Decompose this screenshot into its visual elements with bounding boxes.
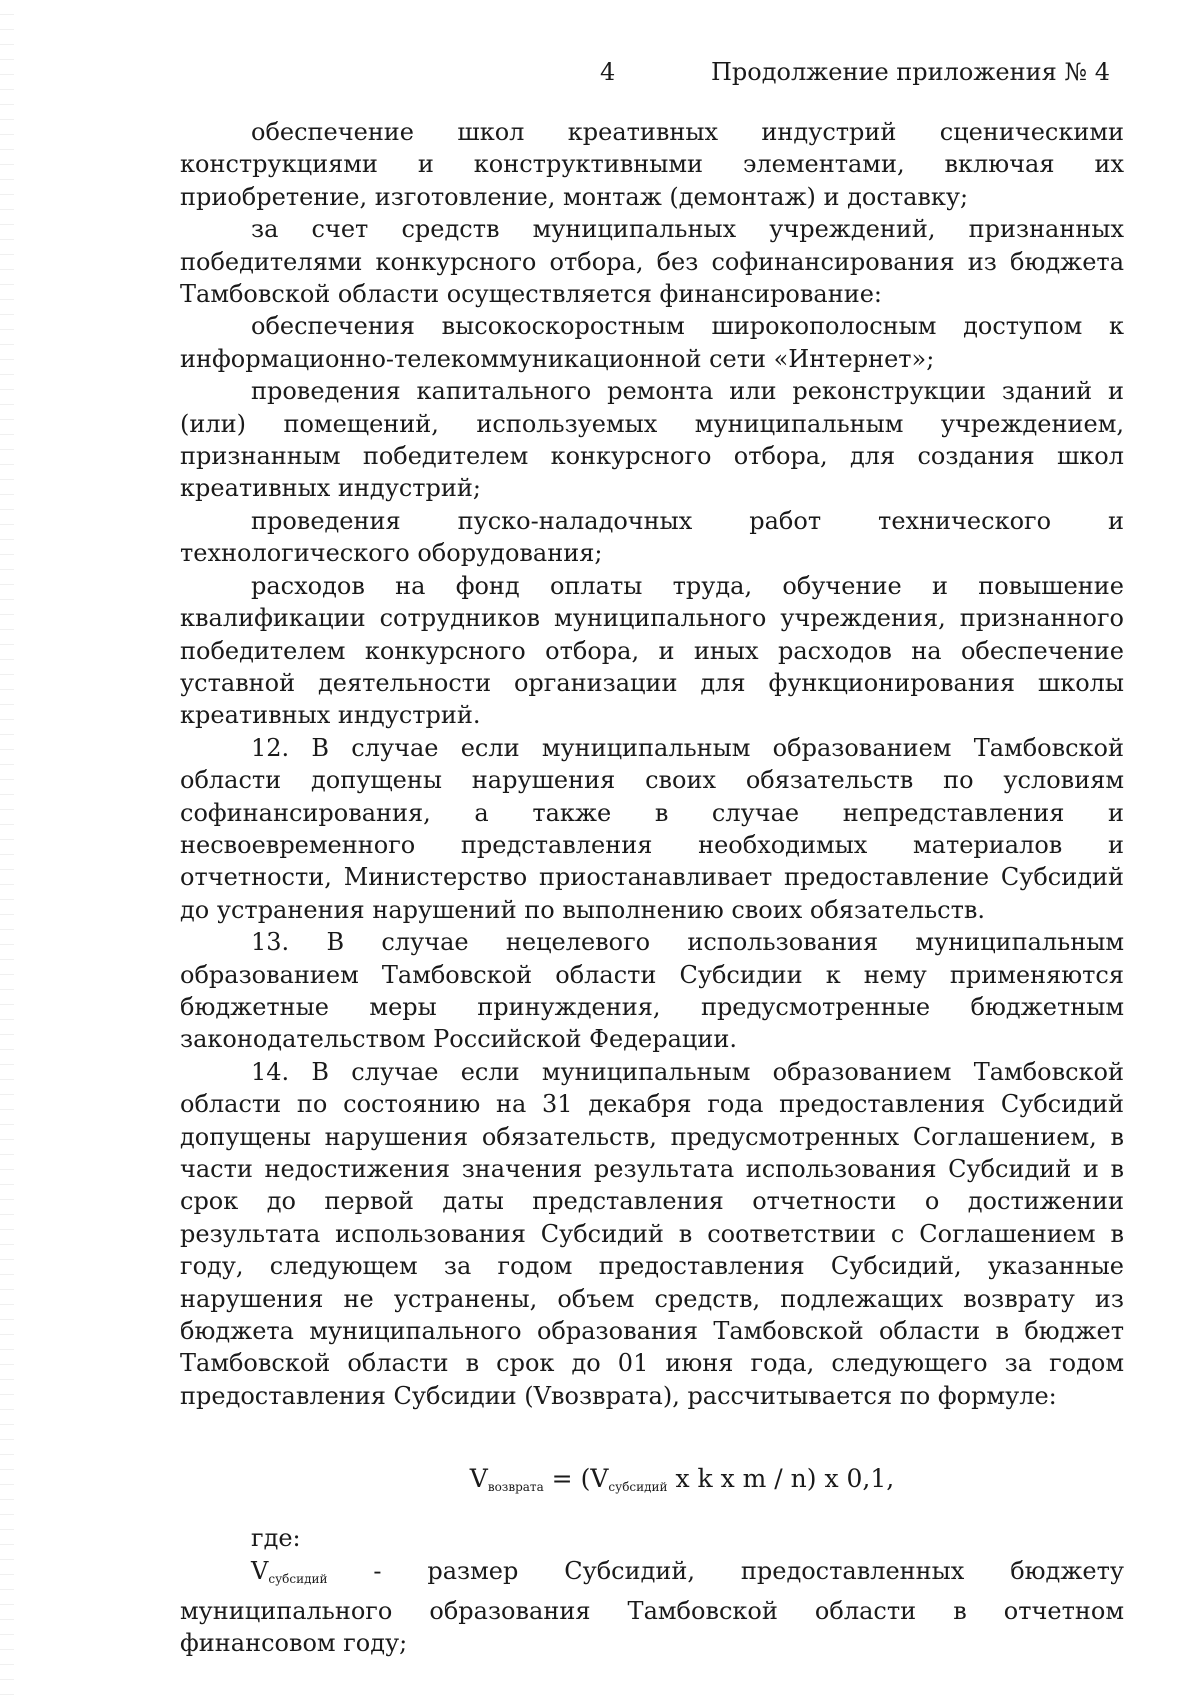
formula-equals: = ( <box>543 1464 591 1494</box>
formula-lhs-subscript: возврата <box>487 1480 544 1495</box>
paragraph-clause-13: 13. В случае нецелевого использования муниципальным образованием Тамбовской области Субсидии к нему применяются бюджетные меры принуждения, предусмотренные бюджетным законодательством Российской Федерации. <box>180 928 1124 1054</box>
definition-subscript: субсидий <box>268 1571 328 1586</box>
document-body <box>180 116 1124 1660</box>
formula-rhs-rest: x k x m / n) x 0,1, <box>667 1464 895 1494</box>
paragraph-clause-14: 14. В случае если муниципальным образованием Тамбовской области по состоянию на 31 декабря года предоставления Субсидий допущены нарушения обязательств, предусмотренных Соглашением, в части недостижения значения результата использования Субсидий и в срок до первой даты представления отчетности о достижении результата использования Субсидий в соответствии с Соглашением в году, следующем за годом предоставления Субсидий, указанные нарушения не устранены, объем средств, подлежащих возврату из бюджета муниципального образования Тамбовской области в бюджет Тамбовской области в срок до 01 июня года, следующего за годом предоставления Субсидии (Vвозврата), рассчитывается по формуле: <box>180 1057 1124 1410</box>
refund-formula <box>180 1462 1124 1504</box>
formula-rhs-symbol: V <box>590 1464 609 1494</box>
definition-v-subsidies <box>180 1555 1124 1660</box>
definition-symbol: V <box>251 1556 269 1585</box>
formula-lhs-symbol: V <box>469 1464 488 1494</box>
definition-text: - размер Субсидий, предоставленных бюджету муниципального образования Тамбовской области в отчетном финансовом году; <box>180 1556 1124 1658</box>
paragraph-clause-12: 12. В случае если муниципальным образованием Тамбовской области допущены нарушения своих обязательств по условиям софинансирования, а также в случае непредставления и несвоевременного представления необходимых материалов и отчетности, Министерство приостанавливает предоставление Субсидий до устранения нарушений по выполнению своих обязательств. <box>180 733 1124 924</box>
paragraph: за счет средств муниципальных учреждений, признанных победителями конкурсного отбора, без софинансирования из бюджета Тамбовской области осуществляется финансирование: <box>180 215 1124 309</box>
paragraph: проведения капитального ремонта или реконструкции зданий и (или) помещений, используемых муниципальным учреждением, признанным победителем конкурсного отбора, для создания школ креативных индустрий; <box>180 377 1124 503</box>
paragraph: обеспечение школ креативных индустрий сценическими конструкциями и конструктивными элементами, включая их приобретение, изготовление, монтаж (демонтаж) и доставку; <box>180 118 1124 211</box>
scan-margin-artifact <box>0 0 14 1697</box>
appendix-label: Продолжение приложения № 4 <box>710 58 1110 86</box>
page-number: 4 <box>600 58 616 86</box>
page-header <box>0 54 1200 90</box>
where-label: где: <box>251 1524 301 1553</box>
paragraph: обеспечения высокоскоростным широкополосным доступом к информационно-телекоммуникационной сети «Интернет»; <box>180 312 1124 373</box>
paragraph: проведения пуско-наладочных работ технического и технологического оборудования; <box>180 506 1124 568</box>
paragraph: расходов на фонд оплаты труда, обучение и повышение квалификации сотрудников муниципального учреждения, признанного победителем конкурсного отбора, и иных расходов на обеспечение уставной деятельности организации для функционирования школы креативных индустрий. <box>180 571 1124 730</box>
formula-rhs-subscript: субсидий <box>608 1480 668 1495</box>
